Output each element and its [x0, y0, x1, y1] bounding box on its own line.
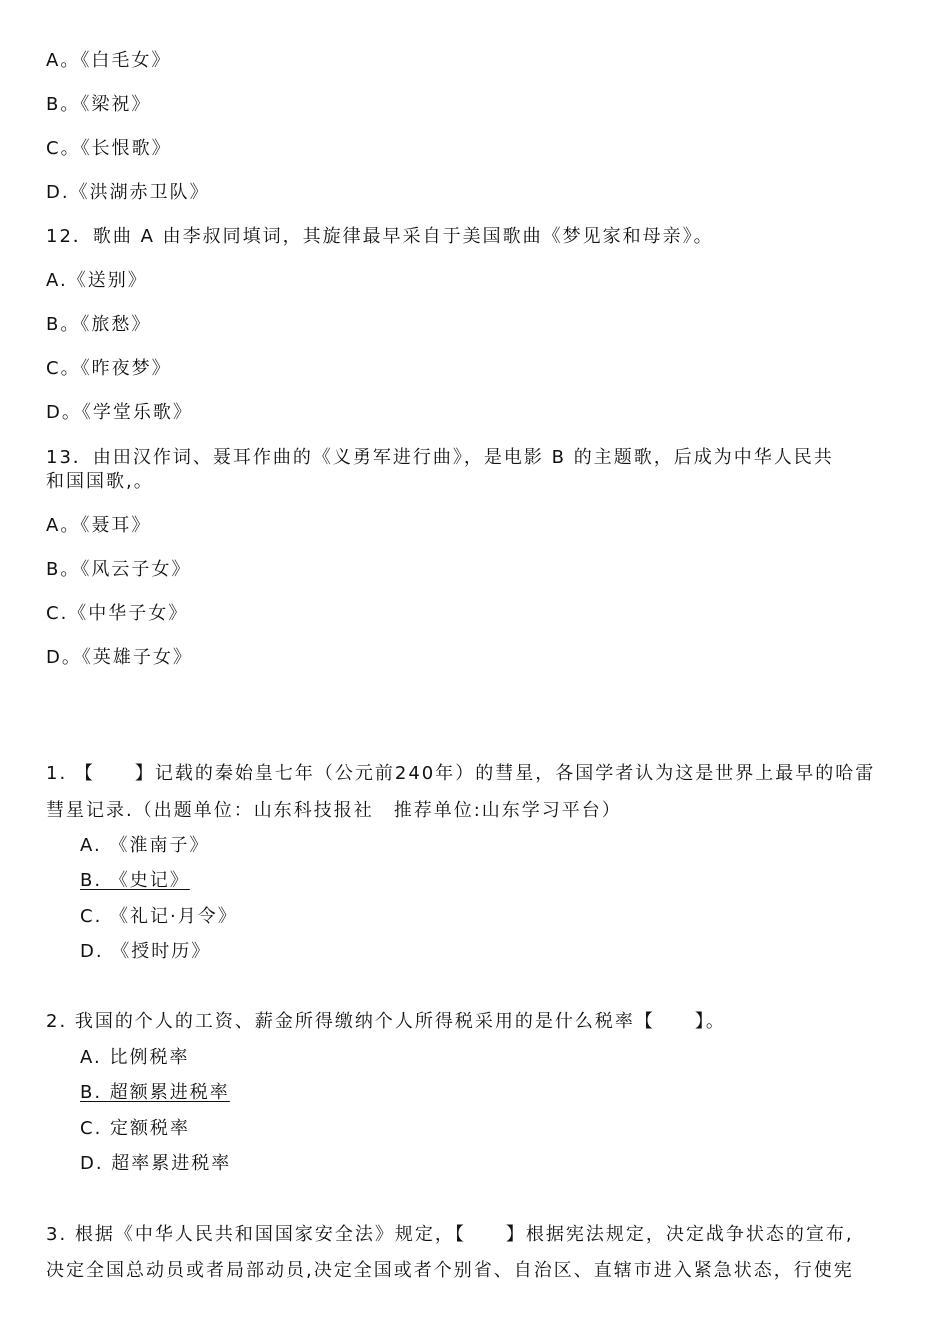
q13-option-d: D。《英雄子女》 [46, 647, 193, 668]
b-q2-option-b-answer: B. 超额累进税率 [80, 1082, 230, 1103]
q11-option-a: A。《白毛女》 [46, 50, 172, 71]
q13-option-c: C.《中华子女》 [46, 603, 189, 624]
b-q1-option-c: C. 《礼记·月令》 [80, 906, 238, 927]
b-q2-option-c: C. 定额税率 [80, 1118, 191, 1139]
q11-option-c: C。《长恨歌》 [46, 138, 172, 159]
b-q1-option-b-answer: B. 《史记》 [80, 870, 190, 891]
b-q1-stem-line2: 彗星记录.（出题单位：山东科技报社 推荐单位:山东学习平台） [46, 800, 622, 821]
b-q1-option-a: A. 《淮南子》 [80, 835, 210, 856]
q12-option-b: B。《旅愁》 [46, 314, 152, 335]
b-q2-option-a: A. 比例税率 [80, 1047, 190, 1068]
q13-stem-line2: 和国国歌,。 [46, 471, 154, 492]
q13-option-b: B。《风云子女》 [46, 559, 192, 580]
q13-stem-line1: 13．由田汉作词、聂耳作曲的《义勇军进行曲》，是电影 B 的主题歌，后成为中华人民共 [46, 447, 834, 468]
b-q3-stem-line1: 3. 根据《中华人民共和国国家安全法》规定，【 】根据宪法规定，决定战争状态的宣布, [46, 1224, 854, 1245]
q12-option-a: A.《送别》 [46, 270, 148, 291]
q11-option-d: D.《洪湖赤卫队》 [46, 182, 210, 203]
q12-stem: 12．歌曲 A 由李叔同填词，其旋律最早采自于美国歌曲《梦见家和母亲》。 [46, 226, 714, 247]
b-q3-stem-line2: 决定全国总动员或者局部动员,决定全国或者个别省、自治区、直辖市进入紧急状态，行使宪 [46, 1260, 854, 1281]
q12-option-d: D。《学堂乐歌》 [46, 402, 193, 423]
b-q1-stem-line1: 1. 【 】记载的秦始皇七年（公元前240年）的彗星，各国学者认为这是世界上最早的哈雷 [46, 763, 876, 784]
q13-option-a: A。《聂耳》 [46, 515, 152, 536]
q12-option-c: C。《昨夜梦》 [46, 358, 172, 379]
q11-option-b: B。《梁祝》 [46, 94, 152, 115]
b-q1-option-d: D. 《授时历》 [80, 941, 212, 962]
b-q2-stem: 2. 我国的个人的工资、薪金所得缴纳个人所得税采用的是什么税率【 】。 [46, 1011, 726, 1032]
b-q2-option-d: D. 超率累进税率 [80, 1153, 232, 1174]
